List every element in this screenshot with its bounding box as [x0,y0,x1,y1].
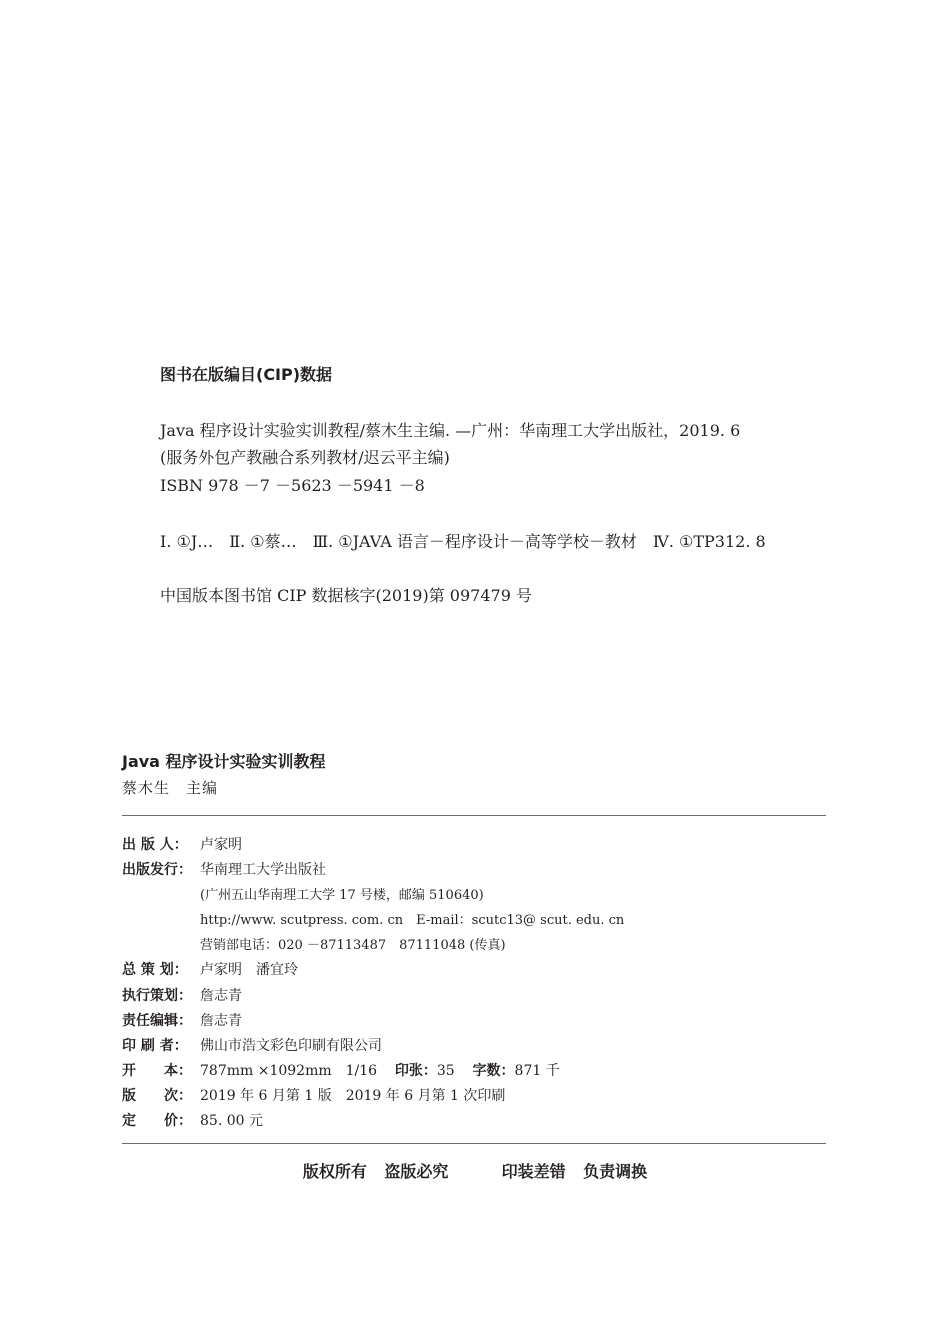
printer-label: 印 刷 者： [122,1038,188,1054]
sheets-label: 印张： [394,1063,437,1079]
footer-exchange: 负责调换 [583,1162,648,1181]
cip-library-record: 中国版本图书馆 CIP 数据核字(2019)第 097479 号 [160,586,532,605]
publisher-person-label: 出 版 人： [122,837,188,853]
edition: 2019 年 6 月第 1 版 2019 年 6 月第 1 次印刷 [200,1088,506,1104]
exec-planner: 詹志青 [200,988,242,1004]
publisher-web: http://www. scutpress. com. cn E-mail：scutc13@ scut. edu. cn [200,913,625,928]
cip-series-line: (服务外包产教融合系列教材/迟云平主编) [160,448,450,467]
publisher-person: 卢家明 [200,837,242,853]
format-row [200,1060,560,1080]
printer: 佛山市浩文彩色印刷有限公司 [200,1038,382,1054]
price-label: 定 价： [122,1113,192,1129]
planner-label: 总 策 划： [122,962,188,978]
responsible-editor: 詹志青 [200,1013,242,1029]
publisher-label: 出版发行： [122,862,192,878]
cip-classification-line: Ⅰ. ①J… Ⅱ. ①蔡… Ⅲ. ①JAVA 语言－程序设计－高等学校－教材 Ⅳ. ①TP312. 8 [160,532,766,551]
footer-misprint: 印装差错 [501,1162,566,1181]
format-value: 787mm ×1092mm 1/16 [200,1063,378,1079]
sheets-value: 35 [436,1063,455,1079]
price: 85. 00 元 [200,1113,263,1129]
footer-rights: 版权所有 [302,1162,367,1181]
edition-label: 版 次： [122,1088,192,1104]
words-value: 871 千 [514,1063,560,1079]
responsible-editor-label: 责任编辑： [122,1013,192,1029]
rights-footer [0,1159,950,1182]
publisher-phone: 营销部电话：020 －87113487 87111048 (传真) [200,938,506,953]
planner: 卢家明 潘宜玲 [200,962,298,978]
bottom-divider [122,1143,826,1144]
book-editor: 蔡木生 主编 [122,779,219,797]
footer-piracy: 盗版必究 [384,1162,449,1181]
book-title: Java 程序设计实验实训教程 [122,752,326,771]
format-label: 开 本： [122,1063,192,1079]
publisher-address: (广州五山华南理工大学 17 号楼，邮编 510640) [200,888,484,903]
top-divider [122,815,826,816]
cip-isbn-line: ISBN 978 －7 －5623 －5941 －8 [160,476,425,495]
exec-planner-label: 执行策划： [122,988,192,1004]
words-label: 字数： [472,1063,515,1079]
cip-title-line: Java 程序设计实验实训教程/蔡木生主编. —广州：华南理工大学出版社，2019. 6 [160,421,741,440]
publisher: 华南理工大学出版社 [200,862,326,878]
cip-heading: 图书在版编目(CIP)数据 [160,365,333,384]
